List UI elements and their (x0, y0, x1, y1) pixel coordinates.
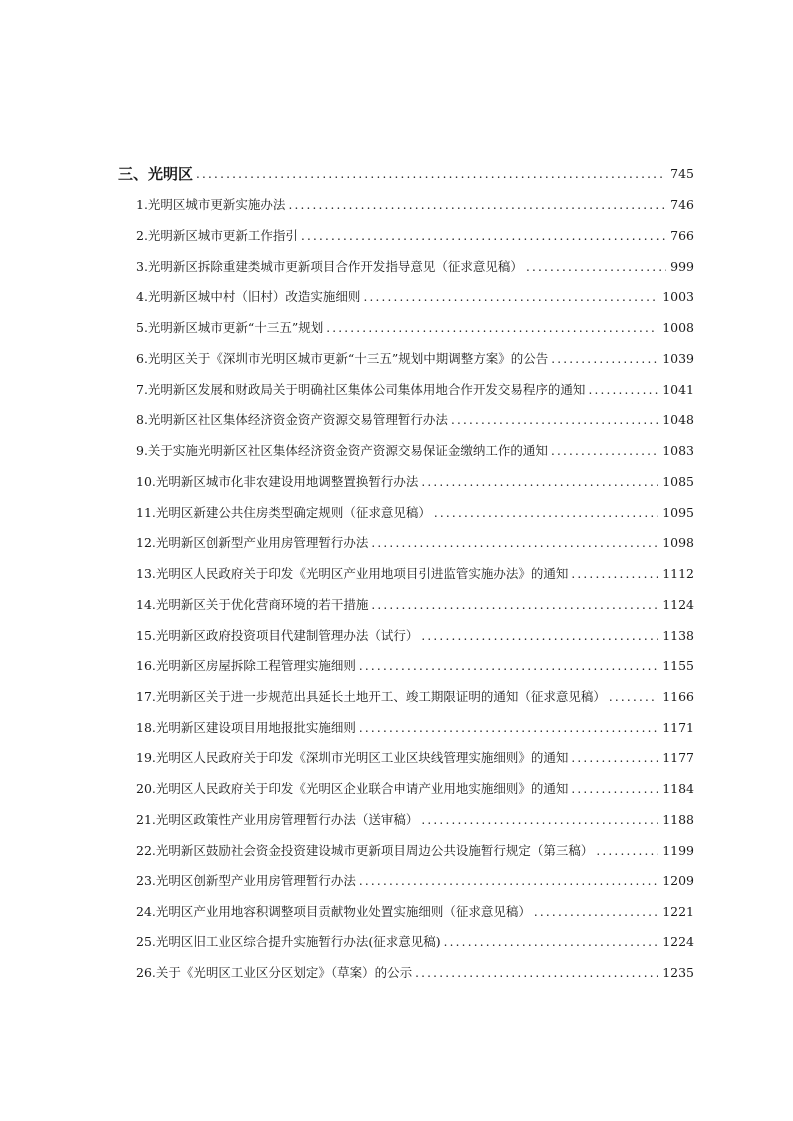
entry-title: 7.光明新区发展和财政局关于明确社区集体公司集体用地合作开发交易程序的通知 (136, 382, 586, 397)
entry-title: 24.光明区产业用地容积调整项目贡献物业处置实施细则（征求意见稿） (136, 904, 531, 919)
page-number: 746 (670, 197, 694, 212)
page-number: 1008 (662, 320, 694, 335)
dot-leader (588, 379, 658, 401)
page-number: 1048 (662, 412, 694, 427)
dot-leader (551, 440, 658, 462)
toc-entry[interactable] (136, 256, 694, 278)
toc-entry[interactable] (136, 931, 694, 953)
page-number: 1083 (662, 443, 694, 458)
page-number: 745 (670, 166, 694, 181)
entry-title: 8.光明新区社区集体经济资金资产资源交易管理暂行办法 (136, 412, 448, 427)
dot-leader (444, 931, 659, 953)
entry-title: 12.光明新区创新型产业用房管理暂行办法 (136, 535, 369, 550)
dot-leader (371, 532, 658, 554)
entry-title: 3.光明新区拆除重建类城市更新项目合作开发指导意见（征求意见稿） (136, 259, 523, 274)
dot-leader (421, 471, 658, 493)
page-number: 1184 (662, 781, 694, 796)
entry-title: 20.光明区人民政府关于印发《光明区企业联合申请产业用地实施细则》的通知 (136, 781, 569, 796)
entry-title: 21.光明区政策性产业用房管理暂行办法（送审稿） (136, 812, 419, 827)
entry-title: 1.光明区城市更新实施办法 (136, 197, 286, 212)
page-number: 1085 (662, 474, 694, 489)
page-number: 1171 (662, 720, 694, 735)
toc-entry[interactable] (136, 747, 694, 769)
toc-entry[interactable] (136, 286, 694, 308)
toc-entry[interactable] (136, 809, 694, 831)
toc-entry[interactable] (136, 502, 694, 524)
page-number: 1209 (662, 873, 694, 888)
entry-title: 5.光明新区城市更新“十三五”规划 (136, 320, 324, 335)
toc-entry[interactable] (136, 778, 694, 800)
dot-leader (571, 563, 658, 585)
toc-entry[interactable] (136, 348, 694, 370)
dot-leader (371, 594, 658, 616)
dot-leader (415, 962, 658, 984)
page-number: 1166 (662, 689, 694, 704)
page-number: 1095 (662, 505, 694, 520)
toc-entry[interactable] (136, 379, 694, 401)
toc-entry[interactable] (136, 409, 694, 431)
toc-entry[interactable] (136, 317, 694, 339)
page-number: 1224 (662, 934, 694, 949)
toc-entry[interactable] (136, 532, 694, 554)
dot-leader (571, 747, 658, 769)
toc-entry[interactable] (136, 440, 694, 462)
dot-leader (326, 317, 658, 339)
toc-entry[interactable] (136, 625, 694, 647)
page-number: 999 (670, 259, 694, 274)
toc-entry[interactable] (136, 563, 694, 585)
toc-entry[interactable] (136, 962, 694, 984)
entry-title: 6.光明区关于《深圳市光明区城市更新“十三五”规划中期调整方案》的公告 (136, 351, 549, 366)
page-number: 1039 (662, 351, 694, 366)
entry-title: 22.光明新区鼓励社会资金投资建设城市更新项目周边公共设施暂行规定（第三稿） (136, 843, 594, 858)
toc-entry[interactable] (136, 901, 694, 923)
dot-leader (359, 870, 658, 892)
page-number: 1003 (662, 289, 694, 304)
dot-leader (451, 409, 658, 431)
page-number: 766 (670, 228, 694, 243)
dot-leader (534, 901, 658, 923)
page-number: 1221 (662, 904, 694, 919)
toc-entry[interactable] (136, 655, 694, 677)
dot-leader (288, 194, 666, 216)
dot-leader (421, 809, 658, 831)
entry-title: 4.光明新区城中村（旧村）改造实施细则 (136, 289, 361, 304)
entry-title: 23.光明区创新型产业用房管理暂行办法 (136, 873, 356, 888)
entry-title: 16.光明新区房屋拆除工程管理实施细则 (136, 658, 356, 673)
entry-title: 17.光明新区关于进一步规范出具延长土地开工、竣工期限证明的通知（征求意见稿） (136, 689, 606, 704)
toc-section-heading[interactable] (118, 163, 694, 185)
page-number: 1138 (662, 628, 694, 643)
entry-title: 26.关于《光明区工业区分区划定》（草案）的公示 (136, 965, 413, 980)
page-number: 1177 (662, 750, 694, 765)
toc-entry[interactable] (136, 870, 694, 892)
entry-title: 10.光明新区城市化非农建设用地调整置换暂行办法 (136, 474, 419, 489)
entry-title: 18.光明新区建设项目用地报批实施细则 (136, 720, 356, 735)
dot-leader (526, 256, 666, 278)
dot-leader (196, 163, 666, 185)
section-title: 三、光明区 (118, 165, 194, 183)
dot-leader (359, 717, 658, 739)
page-number: 1041 (662, 382, 694, 397)
entry-title: 9.关于实施光明新区社区集体经济资金资产资源交易保证金缴纳工作的通知 (136, 443, 548, 458)
entry-title: 13.光明区人民政府关于印发《光明区产业用地项目引进监管实施办法》的通知 (136, 566, 569, 581)
dot-leader (363, 286, 658, 308)
dot-leader (301, 225, 666, 247)
entry-title: 11.光明区新建公共住房类型确定规则（征求意见稿） (136, 505, 431, 520)
page-number: 1199 (662, 843, 694, 858)
page-number: 1124 (662, 597, 694, 612)
toc-entry[interactable] (136, 840, 694, 862)
dot-leader (609, 686, 658, 708)
dot-leader (596, 840, 658, 862)
dot-leader (571, 778, 658, 800)
entry-title: 15.光明新区政府投资项目代建制管理办法（试行） (136, 628, 419, 643)
toc-entry[interactable] (136, 225, 694, 247)
dot-leader (551, 348, 658, 370)
toc-entry[interactable] (136, 471, 694, 493)
dot-leader (421, 625, 658, 647)
page-number: 1112 (662, 566, 694, 581)
entry-title: 19.光明区人民政府关于印发《深圳市光明区工业区块线管理实施细则》的通知 (136, 750, 569, 765)
entry-title: 25.光明区旧工业区综合提升实施暂行办法(征求意见稿) (136, 934, 441, 949)
page-number: 1155 (662, 658, 694, 673)
toc-entry[interactable] (136, 594, 694, 616)
entry-title: 2.光明新区城市更新工作指引 (136, 228, 298, 243)
toc-entry[interactable] (136, 194, 694, 216)
entry-title: 14.光明新区关于优化营商环境的若干措施 (136, 597, 369, 612)
dot-leader (434, 502, 658, 524)
page-number: 1098 (662, 535, 694, 550)
page-number: 1188 (662, 812, 694, 827)
toc-entry[interactable] (136, 717, 694, 739)
dot-leader (359, 655, 658, 677)
page-number: 1235 (662, 965, 694, 980)
toc-entry[interactable] (136, 686, 694, 708)
